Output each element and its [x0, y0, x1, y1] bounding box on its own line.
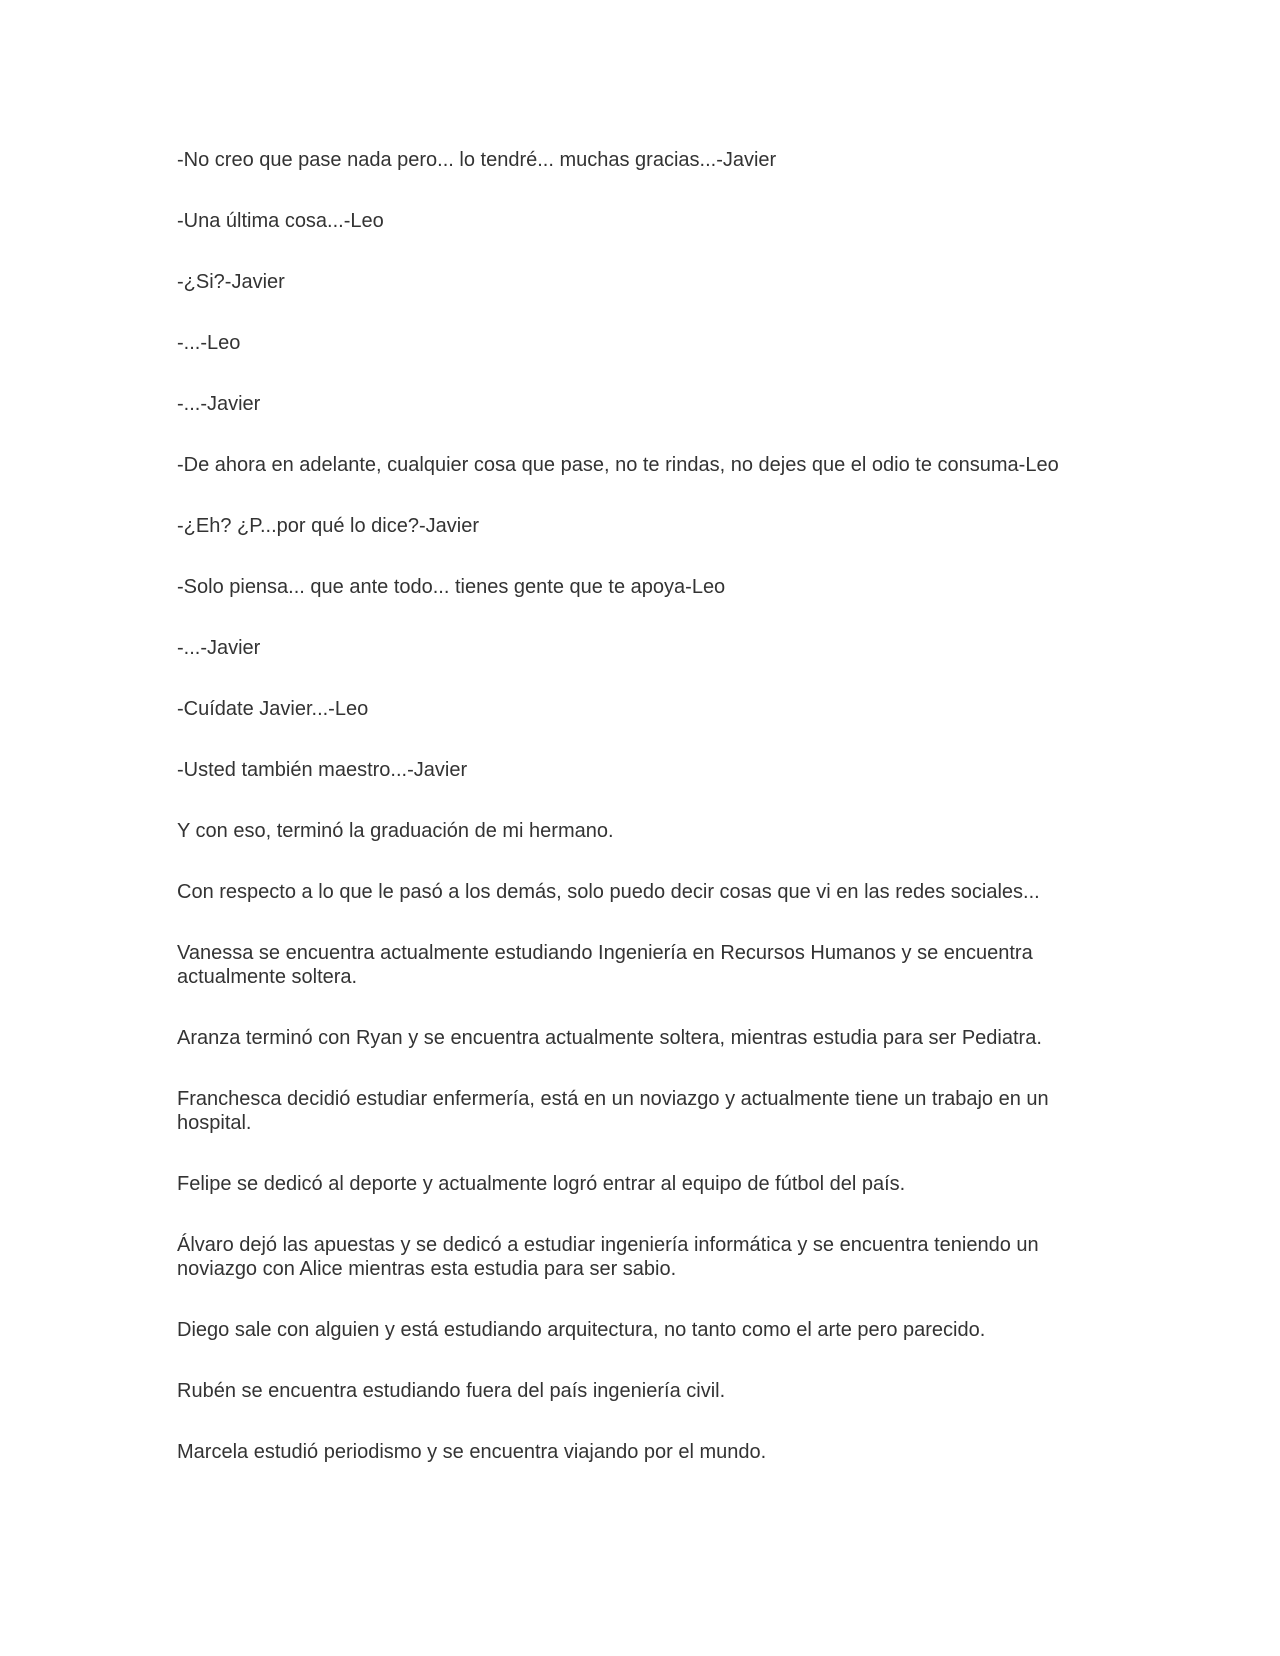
paragraph-9: -...-Javier [177, 637, 261, 659]
paragraph-6: -De ahora en adelante, cualquier cosa que pase, no te rindas, no dejes que el odio te consuma-Leo [177, 454, 1059, 476]
paragraph-10: -Cuídate Javier...-Leo [177, 698, 369, 720]
paragraph-18: Álvaro dejó las apuestas y se dedicó a estudiar ingeniería informática y se encuentra teniendo un noviazgo con Alice mientras esta estudia para ser sabio. [177, 1234, 1039, 1280]
paragraph-16: Franchesca decidió estudiar enfermería, está en un noviazgo y actualmente tiene un trabajo en un hospital. [177, 1088, 1049, 1134]
paragraph-12: Y con eso, terminó la graduación de mi hermano. [177, 820, 614, 842]
paragraph-15: Aranza terminó con Ryan y se encuentra actualmente soltera, mientras estudia para ser Pediatra. [177, 1027, 1042, 1049]
paragraph-1: -No creo que pase nada pero... lo tendré... muchas gracias...-Javier [177, 149, 777, 171]
paragraph-2: -Una última cosa...-Leo [177, 210, 384, 232]
paragraph-8: -Solo piensa... que ante todo... tienes gente que te apoya-Leo [177, 576, 726, 598]
document-body [177, 148, 1117, 1501]
paragraph-11: -Usted también maestro...-Javier [177, 759, 468, 781]
paragraph-14: Vanessa se encuentra actualmente estudiando Ingeniería en Recursos Humanos y se encuentra actualmente soltera. [177, 942, 1033, 988]
paragraph-7: -¿Eh? ¿P...por qué lo dice?-Javier [177, 515, 480, 537]
paragraph-4: -...-Leo [177, 332, 241, 354]
paragraph-21: Marcela estudió periodismo y se encuentra viajando por el mundo. [177, 1441, 767, 1463]
paragraph-5: -...-Javier [177, 393, 261, 415]
paragraph-3: -¿Si?-Javier [177, 271, 285, 293]
paragraph-19: Diego sale con alguien y está estudiando arquitectura, no tanto como el arte pero parecido. [177, 1319, 986, 1341]
paragraph-13: Con respecto a lo que le pasó a los demás, solo puedo decir cosas que vi en las redes sociales... [177, 881, 1040, 903]
paragraph-20: Rubén se encuentra estudiando fuera del país ingeniería civil. [177, 1380, 726, 1402]
paragraph-17: Felipe se dedicó al deporte y actualmente logró entrar al equipo de fútbol del país. [177, 1173, 906, 1195]
